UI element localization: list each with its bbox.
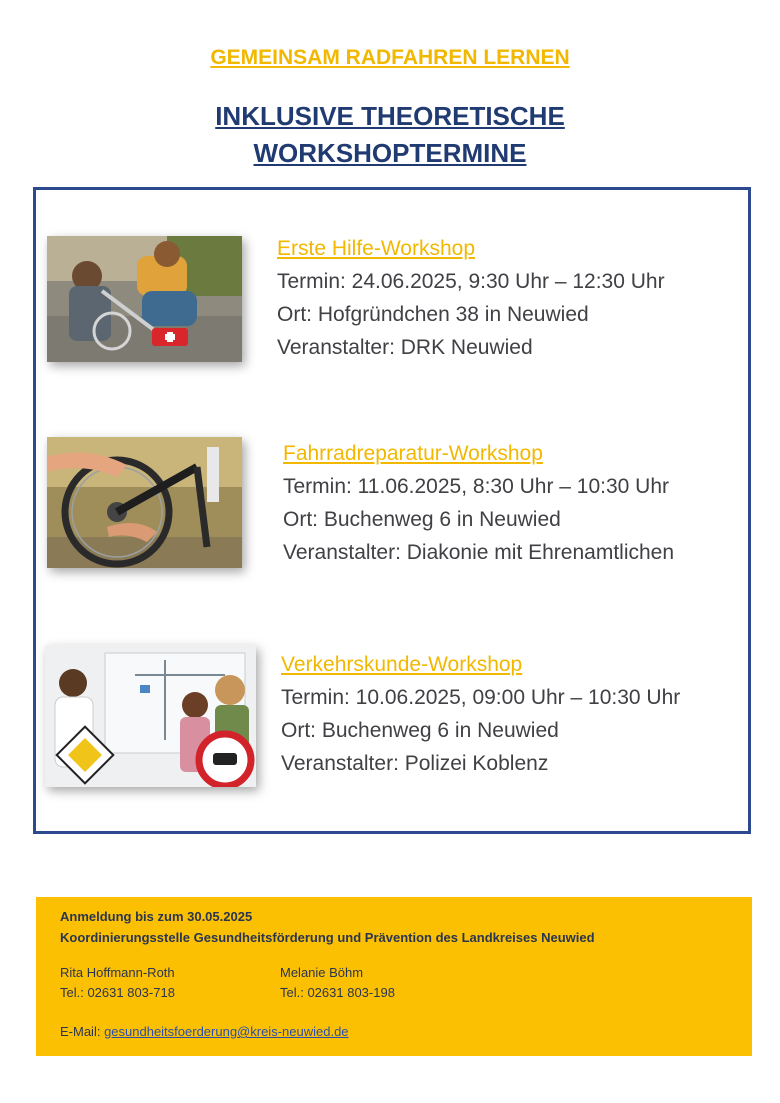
contact-phone: Tel.: 02631 803-718: [60, 985, 175, 1000]
registration-footer: [36, 897, 752, 1056]
flyer-title-line2: WORKSHOPTERMINE: [253, 138, 527, 168]
workshop-organizer: Veranstalter: Polizei Koblenz: [281, 752, 549, 775]
email-link[interactable]: gesundheitsfoerderung@kreis-neuwied.de: [104, 1024, 349, 1039]
contact-name: Rita Hoffmann-Roth: [60, 965, 175, 980]
workshop-title[interactable]: Fahrradreparatur-Workshop: [283, 442, 543, 465]
workshop-traffic-education: [281, 648, 680, 780]
flyer-kicker: GEMEINSAM RADFAHREN LERNEN: [210, 46, 570, 69]
registration-deadline: Anmeldung bis zum 30.05.2025: [60, 909, 253, 924]
email-label: E-Mail:: [60, 1024, 105, 1039]
workshop-date: Termin: 10.06.2025, 09:00 Uhr – 10:30 Uhr: [281, 686, 681, 709]
organization-name: Koordinierungsstelle Gesundheitsförderung und Prävention des Landkreises Neuwied: [60, 930, 595, 945]
contact-name: Melanie Böhm: [280, 965, 364, 980]
workshop-title[interactable]: Verkehrskunde-Workshop: [281, 653, 523, 676]
workshop-bike-repair: [283, 437, 674, 569]
workshop-organizer: Veranstalter: Diakonie mit Ehrenamtlichen: [283, 541, 675, 564]
workshop-title[interactable]: Erste Hilfe-Workshop: [277, 237, 476, 260]
workshop-location: Ort: Hofgründchen 38 in Neuwied: [277, 303, 589, 326]
flyer-title-line1: INKLUSIVE THEORETISCHE: [215, 101, 565, 131]
workshop-location: Ort: Buchenweg 6 in Neuwied: [283, 508, 561, 531]
traffic-education-photo: [45, 645, 256, 787]
contact-phone: Tel.: 02631 803-198: [280, 985, 395, 1000]
workshop-first-aid: [277, 232, 665, 364]
workshop-location: Ort: Buchenweg 6 in Neuwied: [281, 719, 559, 742]
workshop-date: Termin: 24.06.2025, 9:30 Uhr – 12:30 Uhr: [277, 270, 665, 293]
email-line: [60, 1024, 349, 1039]
bike-repair-photo: [47, 437, 242, 568]
workshop-organizer: Veranstalter: DRK Neuwied: [277, 336, 533, 359]
workshop-date: Termin: 11.06.2025, 8:30 Uhr – 10:30 Uhr: [283, 475, 670, 498]
first-aid-photo: [47, 236, 242, 362]
